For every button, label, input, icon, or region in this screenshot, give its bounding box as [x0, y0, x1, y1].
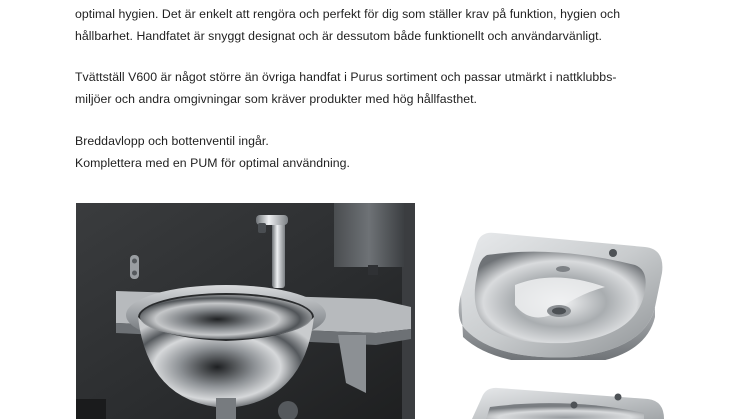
text-line: Breddavlopp och bottenventil ingår. — [75, 134, 269, 148]
text-line: Komplettera med en PUM för optimal användning. — [75, 155, 351, 170]
product-photo-installed — [76, 203, 415, 419]
paragraph-hygiene — [75, 4, 715, 47]
text-line: miljöer och andra omgivningar som kräver produkter med hög hållfasthet. — [75, 91, 478, 106]
paragraph-size — [75, 67, 715, 110]
text-line: optimal hygien. Det är enkelt att rengöra och perfekt för dig som ställer krav på funktion, hygien och — [75, 7, 621, 21]
text-line: Tvättställ V600 är något större än övriga handfat i Purus sortiment och passar utmärkt i nattklubbs- — [75, 70, 617, 84]
product-photo-basin-alt — [468, 383, 668, 419]
paragraph-accessories — [75, 131, 715, 174]
text-line: hållbarhet. Handfatet är snyggt designat och är dessutom både funktionellt och användarvänligt. — [75, 28, 603, 43]
product-photo-basin — [455, 225, 667, 360]
